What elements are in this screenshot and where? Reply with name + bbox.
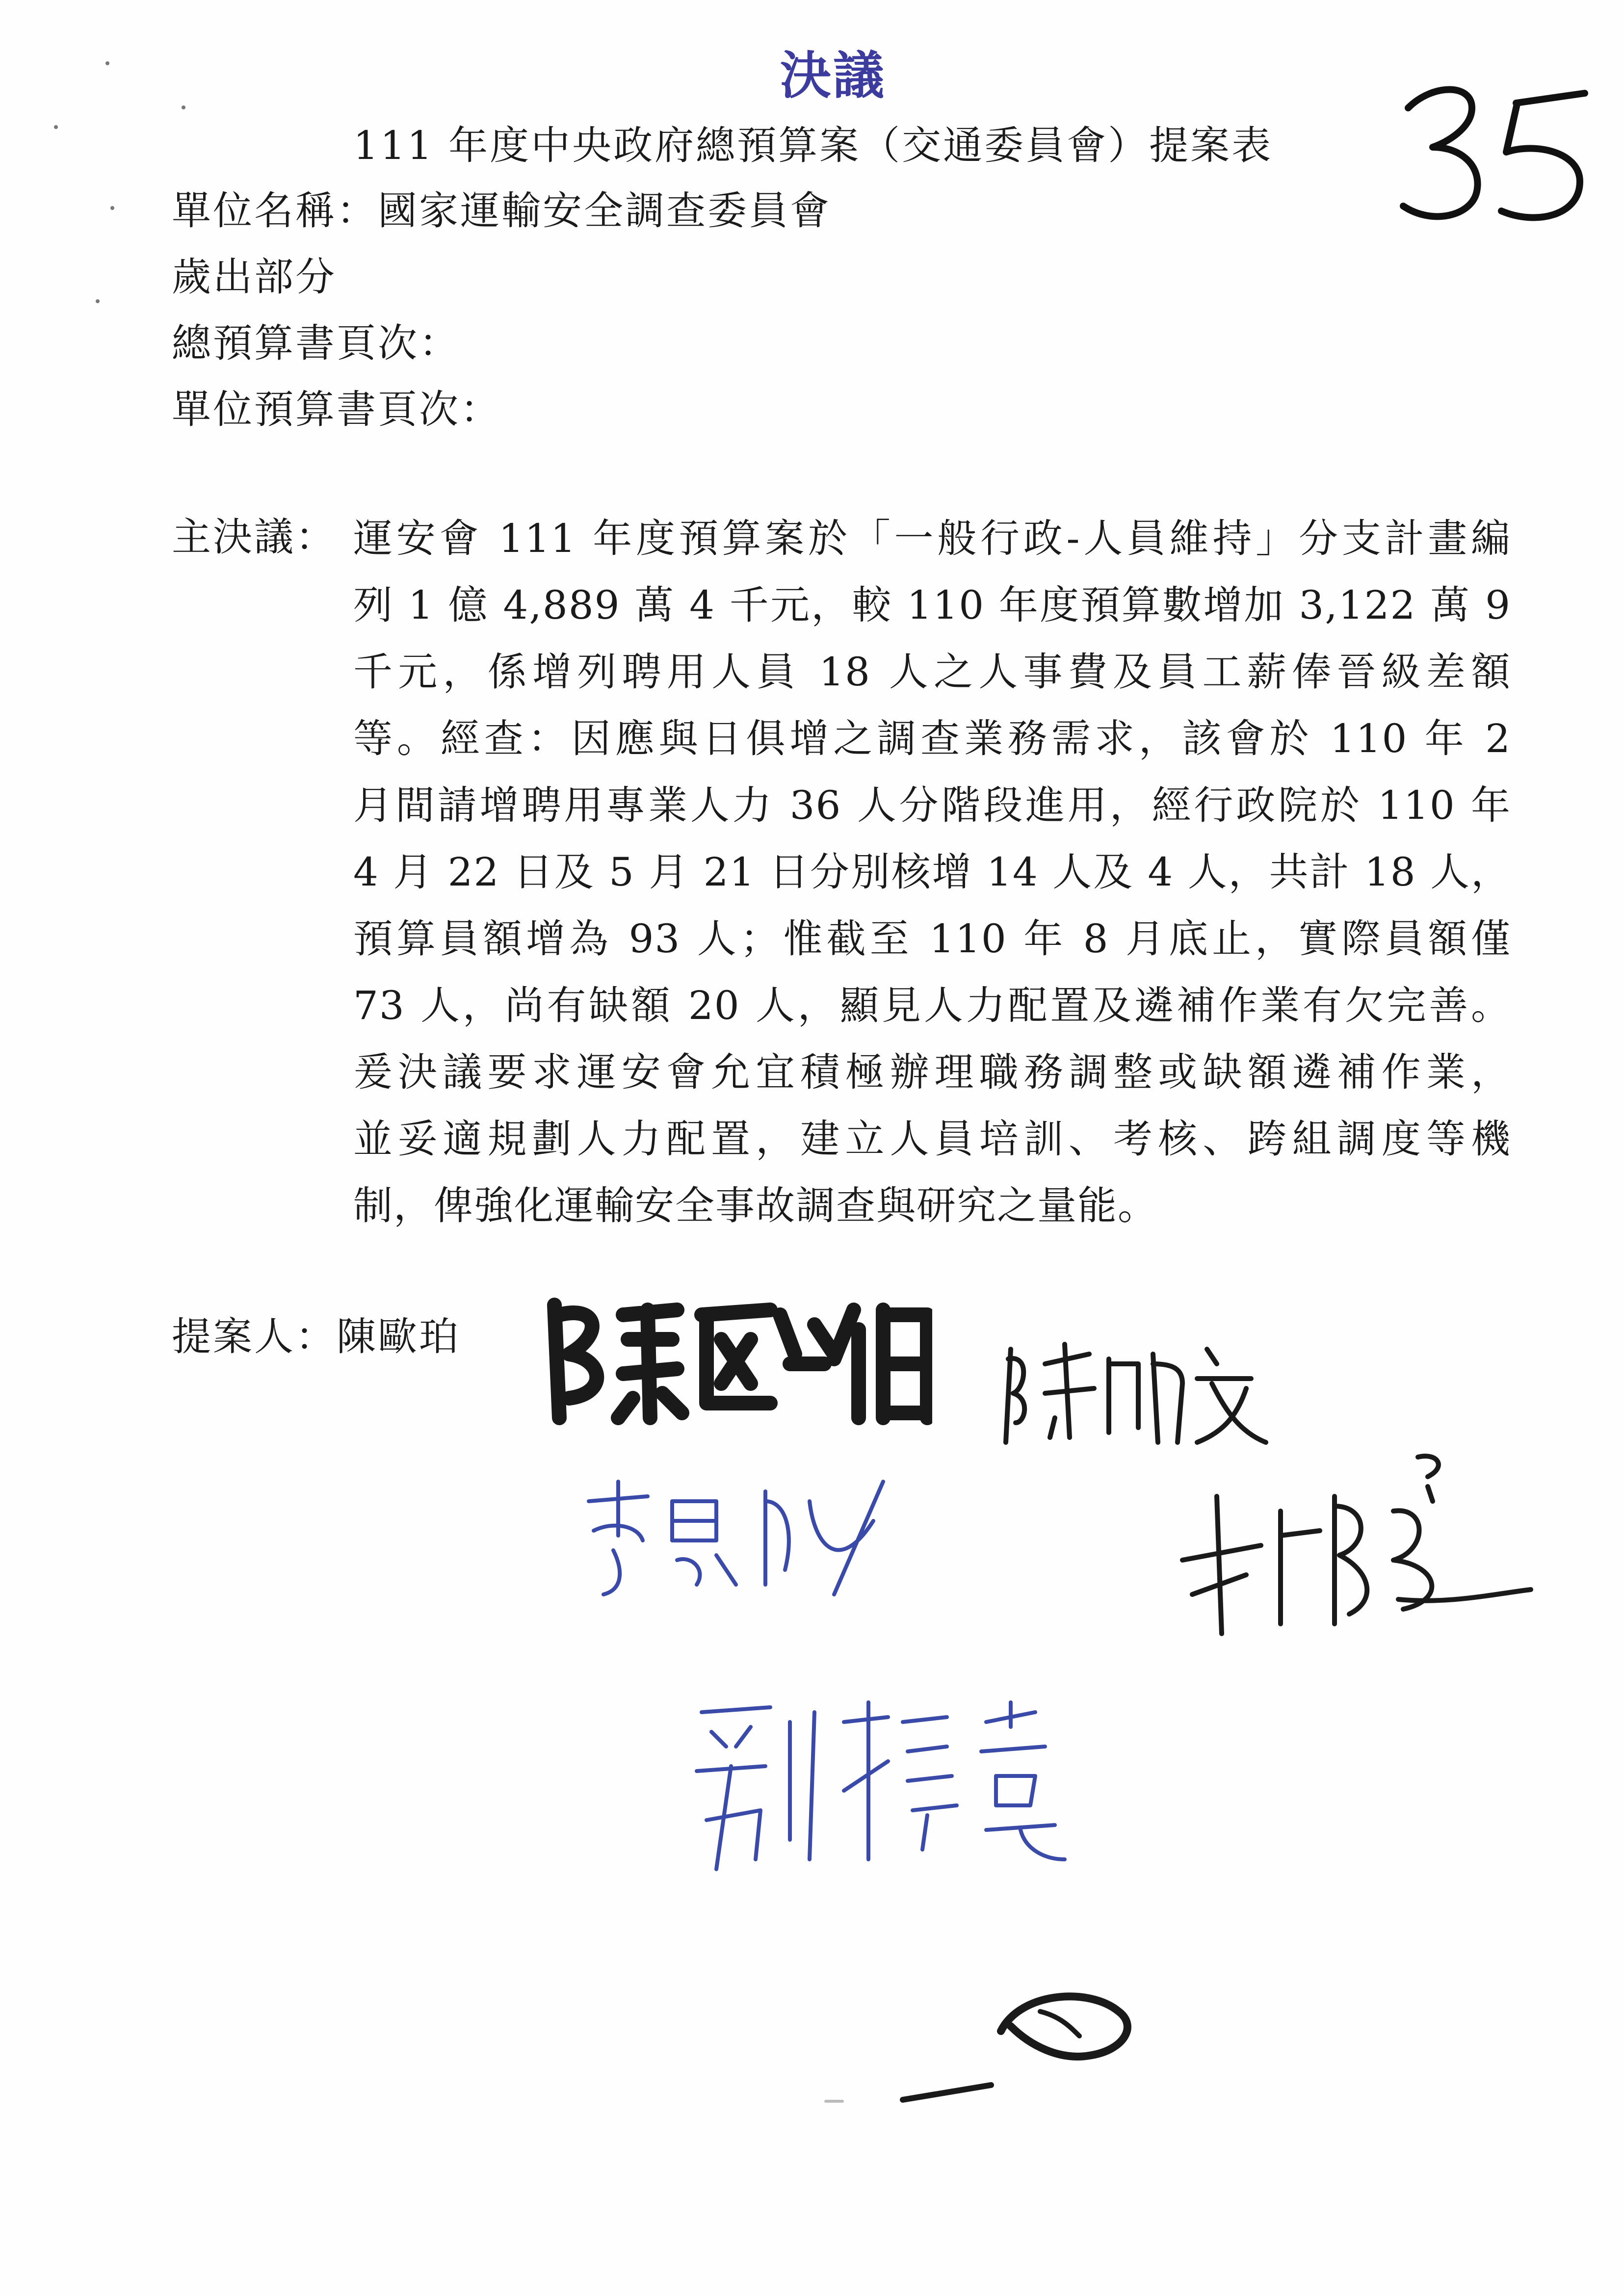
resolution-line: 73 人，尚有缺額 20 人，顯見人力配置及遴補作業有欠完善。 [353,983,1511,1028]
scan-speck [182,105,185,109]
resolution-line: 制，俾強化運輸安全事故調查與研究之量能。 [353,1183,1158,1228]
resolution-line: 預算員額增為 93 人；惟截至 110 年 8 月底止，實際員額僅 [353,916,1511,962]
signature-4 [1173,1437,1536,1644]
scan-speck [54,125,58,129]
handwritten-page-number [1388,74,1595,235]
resolution-label: 主決議： [172,514,337,560]
scan-speck [105,61,109,65]
general-budget-page: 總預算書頁次： [172,320,460,366]
unit-budget-page: 單位預算書頁次： [172,387,501,432]
page-title: 111 年度中央政府總預算案（交通委員會）提案表 [353,123,1273,168]
resolution-line: 千元，係增列聘用人員 18 人之人事費及員工薪俸晉級差額 [353,649,1511,695]
signature-3 [579,1472,932,1609]
resolution-line: 4 月 22 日及 5 月 21 日分別核增 14 人及 4 人，共計 18 人， [353,849,1511,895]
scan-speck [824,2100,844,2103]
resolution-line: 運安會 111 年度預算案於「一般行政-人員維持」分支計畫編 [353,516,1511,561]
resolution-stamp: 決議 [780,46,887,105]
resolution-body [353,505,1511,1239]
unit-name: 單位名稱：國家運輸安全調查委員會 [172,188,831,234]
signature-5 [682,1693,1104,1879]
signature-1 [540,1285,932,1433]
scan-speck [110,206,114,210]
resolution-line: 爰決議要求運安會允宜積極辦理職務調整或缺額遴補作業， [353,1049,1511,1095]
bottom-handwritten-mark [893,1972,1148,2119]
resolution-line: 並妥適規劃人力配置，建立人員培訓、考核、跨組調度等機 [353,1116,1511,1162]
proposer-label: 提案人：陳歐珀 [172,1314,460,1359]
resolution-line: 列 1 億 4,889 萬 4 千元，較 110 年度預算數增加 3,122 萬 9 [353,582,1511,628]
signature-2 [996,1334,1271,1452]
resolution-line: 月間請增聘用專業人力 36 人分階段進用，經行政院於 110 年 [353,783,1511,828]
section-label: 歲出部分 [172,254,337,300]
resolution-line: 等。經查：因應與日俱增之調查業務需求，該會於 110 年 2 [353,716,1511,761]
scan-speck [96,299,100,303]
